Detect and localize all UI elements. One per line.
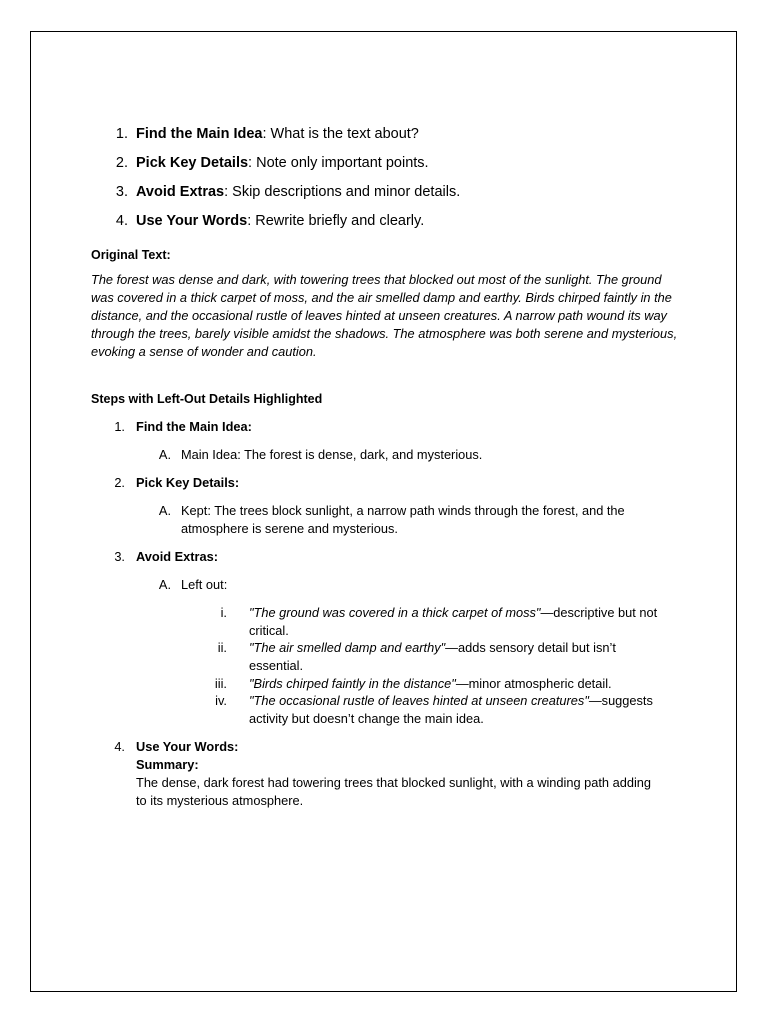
sub-letter: A.: [158, 503, 171, 518]
list-item: [31, 182, 731, 211]
list-number: 1.: [114, 419, 125, 434]
steps-heading: Steps with Left-Out Details Highlighted: [91, 392, 323, 406]
roman-number: ii.: [217, 640, 227, 655]
document-page: [30, 31, 737, 992]
original-text-heading: Original Text:: [91, 248, 171, 262]
list-number: 2.: [114, 475, 125, 490]
list-item: [31, 211, 731, 240]
step-description: : Note only important points.: [248, 155, 429, 171]
sub-letter: A.: [158, 447, 171, 462]
sub-text: Left out:: [181, 577, 228, 592]
sub-text: Kept: The trees block sunlight, a narrow path winds through the forest, and the atmosphere is serene and mysterious.: [181, 503, 625, 536]
sub-text: Main Idea: The forest is dense, dark, and mysterious.: [181, 447, 483, 462]
intro-steps-list: [31, 124, 731, 240]
roman-number: iv.: [215, 693, 227, 708]
roman-number: iii.: [214, 676, 227, 691]
step-title: Use Your Words: [136, 213, 248, 229]
original-text-body: The forest was dense and dark, with towering trees that blocked out most of the sunlight. The ground was covered in a thick carpet of moss, and the air smelled damp and earthy. Birds chirped faintly in the distance, and the occasional rustle of leaves hinted at unseen creatures. A narrow path wound its way through the trees, barely visible amidst the shadows. The atmosphere was both serene and mysterious, evoking a sense of wonder and caution.: [91, 272, 678, 359]
step-title: Pick Key Details: [136, 155, 249, 171]
step-label: Use Your Words:: [136, 739, 239, 754]
summary-label: Summary:: [136, 757, 199, 772]
summary-text: The dense, dark forest had towering trees that blocked sunlight, with a winding path adding to its mysterious atmosphere.: [136, 775, 652, 808]
quoted-detail: "The ground was covered in a thick carpet of moss": [249, 605, 541, 620]
list-item: [31, 124, 731, 153]
step-label: Find the Main Idea:: [136, 419, 252, 434]
step-description: : Skip descriptions and minor details.: [224, 184, 461, 200]
sub-letter: A.: [158, 577, 171, 592]
step-label: Pick Key Details:: [136, 475, 240, 490]
step-label: Avoid Extras:: [136, 549, 219, 564]
step-description: : Rewrite briefly and clearly.: [247, 213, 425, 229]
detail-note: —minor atmospheric detail.: [455, 676, 612, 691]
list-item: [31, 153, 731, 182]
list-number: 4.: [114, 739, 125, 754]
quoted-detail: "The occasional rustle of leaves hinted at unseen creatures": [249, 693, 589, 708]
quoted-detail: "Birds chirped faintly in the distance": [249, 676, 456, 691]
step-description: : What is the text about?: [262, 126, 419, 142]
roman-number: i.: [220, 605, 227, 620]
list-number: 4.: [115, 213, 128, 229]
detail-note: —descriptive but not critical.: [249, 605, 658, 638]
detail-note: —suggests activity but doesn’t change the main idea.: [249, 693, 653, 726]
quoted-detail: "The air smelled damp and earthy": [249, 640, 446, 655]
list-number: 2.: [115, 155, 128, 171]
list-number: 1.: [115, 126, 128, 142]
step-title: Find the Main Idea: [136, 126, 263, 142]
list-number: 3.: [115, 184, 128, 200]
detail-note: —adds sensory detail but isn’t essential.: [249, 640, 616, 673]
step-title: Avoid Extras: [136, 184, 225, 200]
list-number: 3.: [114, 549, 125, 564]
